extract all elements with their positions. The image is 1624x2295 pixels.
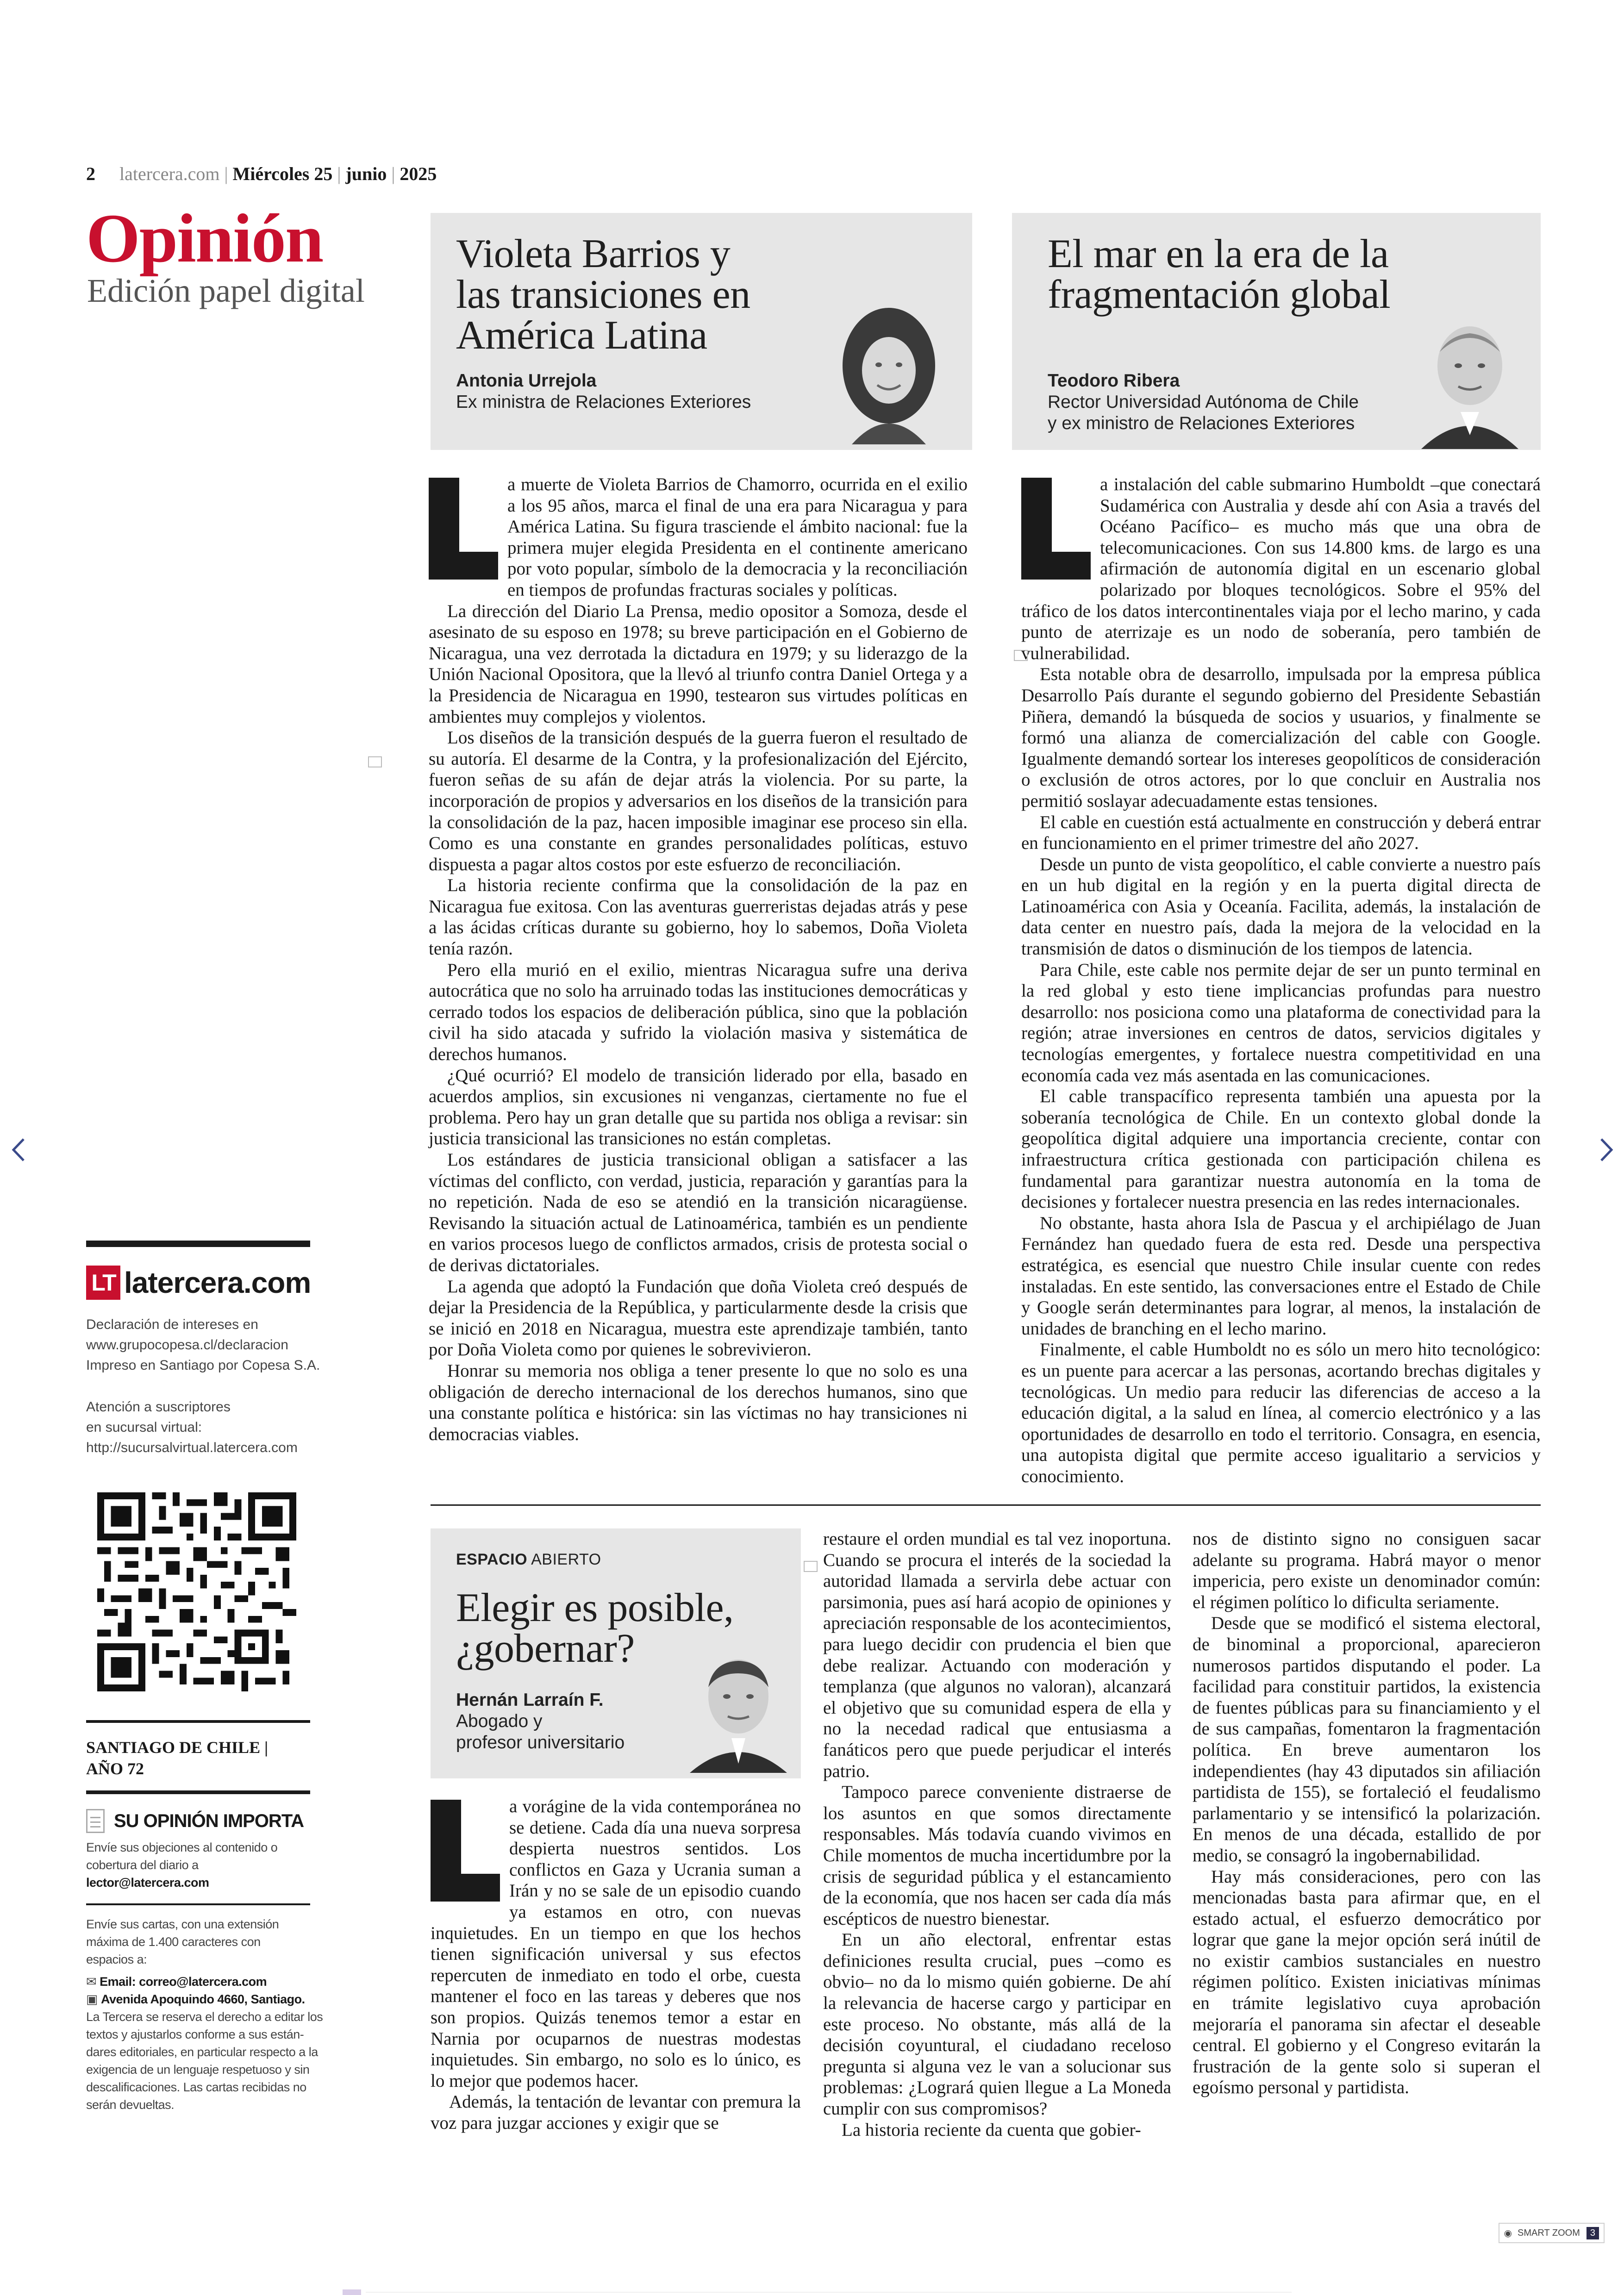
scrollbar-thumb[interactable] xyxy=(343,2289,361,2295)
section-divider xyxy=(431,1504,1541,1506)
date-day: Miércoles 25 xyxy=(232,163,333,184)
lt-logo-text: latercera.com xyxy=(124,1266,311,1299)
paragraph: Pero ella murió en el exilio, mientras Nicaragua sufre una deriva autocrática que no solo ha arruinado todas las instituciones democráticas y cerrado todos los espacios de deliberación pública, sino que la población civil ha sido atacada y sufrido la violación masiva y sistemática de derechos humanos. xyxy=(429,960,968,1065)
paragraph: ¿Qué ocurrió? El modelo de transición liderado por ella, basado en acuerdos amplios, sin excusiones ni venganzas, ciertamente no fue el problema. Pero hay un gran detalle que su partida nos obliga a revisar: sin justicia transicional las transiciones no están completas. xyxy=(429,1065,968,1149)
smart-zoom-label: SMART ZOOM xyxy=(1518,2227,1580,2238)
lt-logo-box: LT xyxy=(86,1266,120,1300)
author-portrait-icon xyxy=(1412,315,1528,449)
article2-byline xyxy=(1048,370,1359,434)
note-icon[interactable] xyxy=(1014,650,1028,661)
chevron-right-icon xyxy=(1599,1137,1614,1162)
note-icon[interactable] xyxy=(368,756,382,767)
paragraph: nos de distinto signo no consiguen sacar adelante su programa. Habrá mayor o menor impericia, pero existe un denominador común: el régimen político lo dificulta seriamente. xyxy=(1193,1529,1541,1612)
latercera-logo xyxy=(86,1266,311,1300)
author-portrait-icon xyxy=(681,1648,796,1773)
subscribers-text: Atención a suscriptores en sucursal virtual: http://sucursalvirtual.latercera.com xyxy=(86,1397,327,1458)
qr-code[interactable] xyxy=(97,1492,296,1691)
site-name: latercera.com xyxy=(119,163,220,184)
smart-zoom-button[interactable] xyxy=(1499,2223,1605,2243)
paragraph: Además, la tentación de levantar con premura la voz para juzgar acciones y exigir que se xyxy=(431,2092,801,2133)
paragraph: En un año electoral, enfrentar estas definiciones resulta crucial, pues –como es obvio– no da lo mismo quién gobierne. De ahí la relevancia de hacerse cargo y participar en este proceso. No obstante, más allá de la decisión coyuntural, el ciudadano receloso pregunta si alguna vez le van a solucionar sus problemas: ¿Logrará quien llegue a La Moneda cumplir con sus compromisos? xyxy=(823,1930,1171,2119)
building-icon: ▣ xyxy=(86,1992,101,2006)
paragraph: Hay más consideraciones, pero con las mencionadas basta para afirmar que, en el estado actual, el esfuerzo democrático por lograr que gane la mejor opción será inútil de no existir cambios sustanciales en nuestro régimen político. Existen iniciativas mínimas en trámite legislativo cuya aprobación mejoraría el panorama sin afectar el deseable central. El gobierno y el Congreso evitarán la frustración de la gente solo si superan el egoísmo personal y partidista. xyxy=(1193,1866,1541,2098)
mail-icon: ✉ xyxy=(86,1975,100,1989)
sidebar-divider xyxy=(86,1720,310,1723)
article1-body xyxy=(429,474,968,1445)
separator: | xyxy=(337,163,341,184)
paragraph: No obstante, hasta ahora Isla de Pascua y el archipiélago de Juan Fernández han quedado fuera de esta red. Desde una perspectiva estratégica, es esencial que nuestro Chile insular cuente con redes instaladas. En este sentido, las conversaciones entre el Estado de Chile y Google serán determinantes para lograr, al menos, la instalación de unidades de branching en el lecho marino. xyxy=(1021,1213,1541,1339)
document-icon xyxy=(86,1809,105,1833)
article3-column-3 xyxy=(1193,1528,1541,2098)
paragraph: Para Chile, este cable nos permite dejar de ser un punto terminal en la red global y esto tiene implicancias profundas para nuestro desarrollo: nos posiciona como una plataforma de conectividad para la región; atrae inversiones en centros de datos, servicios digitales y tecnologías emergentes, y fortalece nuestra competitividad en una economía cada vez más asentada en las comunicaciones. xyxy=(1021,960,1541,1085)
next-page-button[interactable] xyxy=(1593,1136,1620,1164)
subscribers-link[interactable]: http://sucursalvirtual.latercera.com xyxy=(86,1440,298,1455)
letters-address: Avenida Apoquindo 4660, Santiago. xyxy=(101,1992,305,2006)
separator: | xyxy=(224,163,228,184)
article2-author: Teodoro Ribera xyxy=(1048,371,1180,391)
article1-byline xyxy=(456,370,751,413)
paragraph: Desde un punto de vista geopolítico, el cable convierte a nuestro país en un hub digital en la región y en la puerta digital directa de Latinoamérica con Asia y Oceanía. Facilita, además, la instalación de data center en nuestro país, dada la mejora de la velocidad en la transmisión de datos o disminución de los tiempos de latencia. xyxy=(1021,854,1541,959)
date-year: 2025 xyxy=(400,163,437,184)
paragraph: Los diseños de la transición después de la guerra fueron el resultado de su autoría. El desarme de la Contra, y la profesionalización del Ejército, fueron señas de su afán de dejar atrás la violencia. Por su parte, la incorporación de propios y adversarios en los diseños de la transición para la consolidación de la paz, hacen imposible imaginar ese proceso sin ella. Como es una constante en grandes personalidades políticas, estuvo dispuesta a pagar altos costos por este esfuerzo de reconciliación. xyxy=(429,728,968,874)
paragraph: La historia reciente da cuenta que gobier- xyxy=(842,2120,1141,2140)
article1-title: Violeta Barrios y las transiciones en América Latina xyxy=(456,231,750,358)
dropcap-L xyxy=(431,1800,500,1902)
paragraph: El cable en cuestión está actualmente en construcción y deberá entrar en funcionamiento en el primer trimestre del año 2027. xyxy=(1021,812,1541,854)
paragraph: Tampoco parece conveniente distraerse de los asuntos en que somos directamente responsables. Más todavía cuando vivimos en Chile momentos de mucha incertidumbre por la crisis de seguridad pública y el estancamiento de la economía, que nos hacen ser cada día más escépticos de nuestro bienestar. xyxy=(823,1782,1171,1929)
eye-icon: ◉ xyxy=(1504,2228,1512,2239)
author-portrait-icon xyxy=(829,306,949,444)
article3-title: Elegir es posible, ¿gobernar? xyxy=(456,1585,734,1671)
declaration-text: Declaración de intereses en www.grupocopesa.cl/declaracion Impreso en Santiago por Copesa S.A. xyxy=(86,1317,320,1373)
page-number: 2 xyxy=(86,163,95,184)
su-opinion-heading: SU OPINIÓN IMPORTA xyxy=(86,1809,304,1833)
dropcap-L xyxy=(1021,478,1091,580)
article3-author-role-2: profesor universitario xyxy=(456,1733,625,1752)
paragraph: El cable transpacífico representa también una apuesta por la soberanía tecnológica de Chile. En un contexto global donde la geopolítica digital adquiere una importancia creciente, contar con infraestructura crítica gestionada con participación chilena es fundamental para garantizar nuestra autonomía en la toma de decisiones y fortalecer nuestra presencia en las redes internacionales. xyxy=(1021,1086,1541,1212)
paragraph: Desde que se modificó el sistema electoral, de binominal a proporcional, aparecieron numerosos partidos disputando el poder. La facilidad para constituir partidos, la existencia de fuentes públicas para su financiamiento y el de sus campañas, fomentaron la fragmentación política. En breve aumentaron los independientes (hay 43 diputados sin afiliación partidista de 155), se fortaleció el feudalismo parlamentario y se intensificó la polarización. En menos de una década, estallido de por medio, se consagró la ingobernabilidad. xyxy=(1193,1613,1541,1865)
paragraph: a vorágine de la vida contemporánea no se detiene. Cada día una nueva sorpresa despierta nuestros sentidos. Los conflictos en Gaza y Ucrania suman a Irán y no se sale de un episodio cuando ya estamos en otro, con nuevas inquietudes. En un tiempo en que los hechos tienen significación universal y sus efectos repercuten de inmediato en todo el orbe, cuesta mantener el foco en las tareas y deberes que nos son propios. Quizás tenemos temor a estar en Narnia por ocuparnos de nuestras modestas inquietudes. Sin embargo, no solo es lo único, es lo mejor que podemos hacer. xyxy=(431,1796,801,2091)
page-badge: 3 xyxy=(1587,2227,1599,2239)
letters-email[interactable]: Email: correo@latercera.com xyxy=(100,1975,267,1989)
section-title: Opinión xyxy=(86,200,323,277)
page-header xyxy=(86,162,437,185)
separator: | xyxy=(391,163,395,184)
article1-author: Antonia Urrejola xyxy=(456,371,597,391)
paragraph: restaure el orden mundial es tal vez inoportuna. Cuando se procura el interés de la sociedad la autoridad llamada a servirla debe actuar con parsimonia, pues así hará acopio de opiniones y apreciación responsable de los acontecimientos, para luego decidir con prudencia el bien que debe realizar. Actuando con moderación y templanza (que algunos no valoran), alcanzará el objetivo que su comunidad espera de ella y no la necedad radical que entusiasma a fanáticos pero que puede perjudicar el interés patrio. xyxy=(823,1529,1171,1781)
article3-author-role-1: Abogado y xyxy=(456,1711,543,1731)
paragraph: a muerte de Violeta Barrios de Chamorro, ocurrida en el exilio a los 95 años, marca el final de una era para Nicaragua y para América Latina. Su figura trasciende el ámbito nacional: fue la primera mujer elegida Presidenta en el continente americano por voto popular, símbolo de la democracia y la reconciliación en tiempos de profundas fracturas sociales y políticas. xyxy=(507,474,968,600)
paragraph: a instalación del cable submarino Humboldt –que conectará Sudamérica con Australia y desde ahí con Asia a través del Océano Pacífico– es mucho más que una obra de telecomunicaciones. Con sus 14.800 kms. de largo es una afirmación de autonomía digital en un escenario global polarizado por bloques tecnológicos. Sobre el 95% del tráfico de los datos intercontinentales viaja por el lecho marino, y cada punto de aterrizaje es un nodo de soberanía, pero también de vulnerabilidad. xyxy=(1021,474,1541,663)
edition-info: SANTIAGO DE CHILE | AÑO 72 xyxy=(86,1738,269,1778)
article2-author-role-1: Rector Universidad Autónoma de Chile xyxy=(1048,392,1359,412)
paragraph: Los estándares de justicia transicional obligan a satisfacer a las víctimas del conflicto, con verdad, justicia, reparación y garantías para la no repetición. Nada de eso se atendió en la transición nicaragüense. Revisando la situación actual de Latinoamérica, también es un pendiente en varios procesos luego de conflictos armados, crisis de protesta social o de derivas dictatoriales. xyxy=(429,1150,968,1275)
article3-author: Hernán Larraín F. xyxy=(456,1690,604,1710)
article2-author-role-2: y ex ministro de Relaciones Exteriores xyxy=(1048,413,1355,433)
article3-column-2 xyxy=(823,1528,1171,2140)
paragraph: La historia reciente confirma que la consolidación de la paz en Nicaragua fue exitosa. Con las aventuras guerreristas dejadas atrás y pese a las ácidas críticas durante su gobierno, hoy lo sabemos, Doña Violeta tenía razón. xyxy=(429,875,968,959)
espacio-abierto-label: ESPACIO ABIERTO xyxy=(456,1551,601,1568)
opinion-email[interactable]: lector@latercera.com xyxy=(86,1876,209,1890)
previous-page-button[interactable] xyxy=(5,1136,32,1164)
paragraph: La agenda que adoptó la Fundación que doña Violeta creó después de dejar la Presidencia de la República, y particularmente desde la crisis que se inició en 2018 en Nicaragua, muestra este aprendizaje también, tanto por Doña Violeta como por quienes le sobrevivieron. xyxy=(429,1276,968,1360)
section-subtitle: Edición papel digital xyxy=(87,272,365,309)
sidebar-divider xyxy=(86,1241,310,1247)
opinion-text: Envíe sus objeciones al contenido o cobertura del diario a lector@latercera.com xyxy=(86,1840,278,1890)
paragraph: Honrar su memoria nos obliga a tener presente lo que no solo es una obligación de derecho internacional de los derechos humanos, sino que una constante política e histórica: sin las víctimas no hay transiciones ni democracias viables. xyxy=(429,1360,968,1444)
article3-byline xyxy=(456,1690,625,1753)
article2-body xyxy=(1021,474,1541,1487)
paragraph: Finalmente, el cable Humboldt no es sólo un mero hito tecnológico: es un puente para acercar a las personas, acortando brechas digitales y tecnológicas. Un medio para reducir las diferencias de acceso a la educación digital, a la salud en línea, al comercio electrónico y a las oportunidades de desarrollo en todo el territorio. Consagra, en esencia, una autopista digital que permite acceso igualitario a servicios y conocimiento. xyxy=(1021,1340,1541,1486)
article3-column-1 xyxy=(431,1796,801,2134)
sidebar-divider xyxy=(86,1903,310,1905)
chevron-left-icon xyxy=(11,1137,26,1162)
sidebar-divider xyxy=(86,1790,310,1794)
article1-author-role: Ex ministra de Relaciones Exteriores xyxy=(456,392,751,412)
horizontal-scrollbar[interactable] xyxy=(0,2289,1624,2295)
paragraph: La dirección del Diario La Prensa, medio opositor a Somoza, desde el asesinato de su esposo en 1978; su breve participación en el Gobierno de Nicaragua, una vez derrotada la dictadura en 1979; y su liderazgo de la Unión Nacional Opositora, que la llevó al triunfo contra Daniel Ortega y a la Presidencia de Nicaragua en 1990, testearon sus virtudes políticas en ambientes muy complejos y violentos. xyxy=(429,601,968,727)
paragraph: Esta notable obra de desarrollo, impulsada por la empresa pública Desarrollo País durante el segundo gobierno del Presidente Sebastián Piñera, demandó la búsqueda de socios y usuarios, y finalmente se formó una alianza de comercialización del cable con Google. Igualmente demandó sortear los intereses geopolíticos de consideración o exclusión de otros actores, por lo que concluir en Australia nos permitió soslayar adecuadamente estas tensiones. xyxy=(1021,664,1541,811)
article2-title: El mar en la era de la fragmentación global xyxy=(1048,231,1391,317)
note-icon[interactable] xyxy=(804,1561,818,1572)
letters-text: Envíe sus cartas, con una extensión máxima de 1.400 caracteres con espacios a: ✉ Email: correo@latercera.com ▣ Avenida Apoquindo 4660, Santiago. La Tercera se reserva el derecho a editar los textos y ajustarlos conforme a sus están- dares editoriales, en particular respecto a la exigencia de un lenguaje respetuoso y sin descalificaciones. Las cartas recibidas no serán devueltas. xyxy=(86,1917,323,2112)
dropcap-L xyxy=(429,478,498,580)
date-month: junio xyxy=(345,163,387,184)
